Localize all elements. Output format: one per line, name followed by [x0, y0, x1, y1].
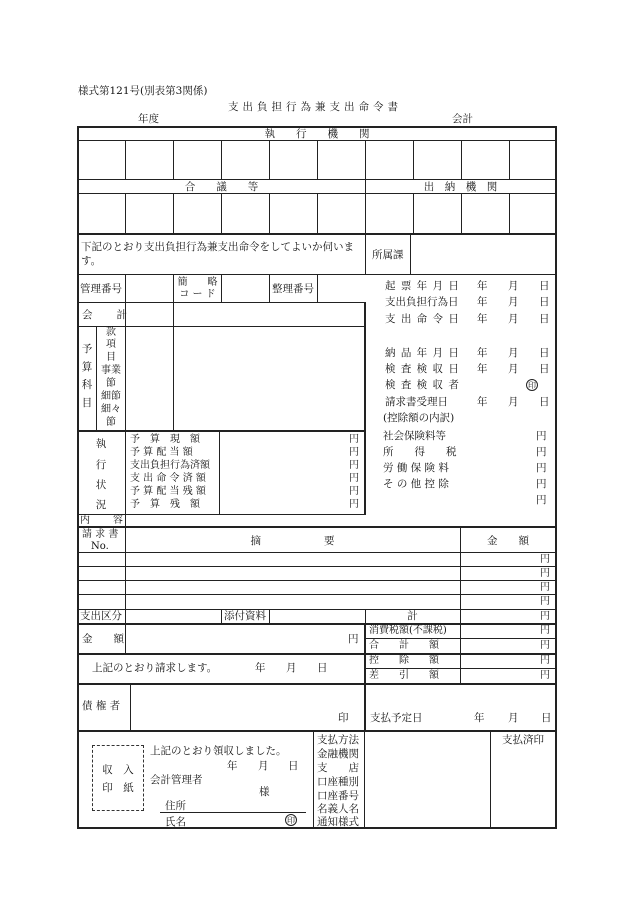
yen-unit: 円 — [349, 499, 359, 510]
short-code-label-1: 簡 略 — [177, 277, 218, 288]
yen-unit: 円 — [540, 596, 550, 607]
claim-day: 日 — [317, 662, 328, 674]
deduction-header: (控除額の内訳) — [383, 412, 455, 424]
payment-method-label: 支払方法 — [317, 734, 359, 746]
claim-year: 年 — [255, 662, 266, 674]
deduction-social-insurance: 社会保険料等 — [383, 430, 446, 442]
inspector-seal-icon: 印 — [528, 381, 536, 390]
paid-stamp-label: 支払済印 — [502, 734, 544, 746]
date-year: 年 — [477, 296, 488, 308]
date-label-meirei: 支 出 命 令 日 — [385, 313, 460, 325]
payment-date-label: 支払予定日 — [370, 712, 423, 724]
date-day: 日 — [539, 280, 550, 292]
yen-unit: 円 — [540, 625, 550, 636]
claim-statement: 上記のとおり請求します。 — [92, 662, 218, 674]
date-month: 月 — [508, 313, 519, 325]
treasury-header: 出 納 機 関 — [423, 181, 498, 193]
expenditure-category-label: 支出区分 — [80, 610, 122, 622]
grand-total-label: 合 計 額 — [369, 640, 439, 651]
payment-month: 月 — [508, 712, 519, 724]
yen-unit: 円 — [536, 430, 547, 442]
date-label-futan: 支出負担行為日 — [385, 296, 459, 308]
budget-label-2: 算 — [81, 361, 93, 373]
creditor-seal-label: 印 — [338, 712, 349, 724]
date-month: 月 — [508, 396, 519, 408]
invoice-column-header-2: No. — [91, 541, 109, 552]
receipt-seal-icon: 印 — [287, 816, 295, 825]
date-year: 年 — [477, 363, 488, 375]
form-number: 様式第121号(別表第3関係) — [78, 85, 208, 97]
invoice-column-header-1: 請 求 書 — [82, 529, 119, 540]
receipt-month: 月 — [258, 760, 269, 772]
date-year: 年 — [477, 313, 488, 325]
yen-unit: 円 — [536, 478, 547, 490]
date-day: 日 — [539, 296, 550, 308]
date-year: 年 — [477, 280, 488, 292]
budget-item-ko: 項 — [106, 339, 116, 350]
receipt-year: 年 — [227, 760, 238, 772]
date-month: 月 — [508, 296, 519, 308]
branch-label: 支 店 — [317, 762, 359, 774]
accounting-label: 会 計 — [82, 309, 128, 321]
fiscal-year-label: 年度 — [138, 113, 159, 125]
department-label: 所属課 — [372, 249, 404, 261]
date-day: 日 — [539, 347, 550, 359]
ledger-number-label: 管理番号 — [80, 283, 122, 295]
execution-label-4: 況 — [95, 499, 107, 511]
budget-item-saisetsu: 細節 — [101, 391, 121, 402]
deduction-total-label: 控 除 額 — [369, 655, 439, 666]
budget-allocation-label: 予 算 配 当 額 — [130, 447, 193, 458]
order-done-label: 支 出 命 令 済 額 — [130, 473, 206, 484]
date-label-juri: 請求書受理日 — [385, 396, 448, 408]
revenue-stamp-box — [92, 745, 144, 811]
yen-unit: 円 — [540, 655, 550, 666]
yen-unit: 円 — [540, 554, 550, 565]
budget-item-setsu: 節 — [106, 378, 116, 389]
date-year: 年 — [477, 396, 488, 408]
execution-label-1: 執 — [95, 438, 107, 450]
yen-unit: 円 — [349, 447, 359, 458]
execution-label-2: 行 — [95, 459, 107, 471]
date-month: 月 — [508, 280, 519, 292]
date-label-nohin: 納 品 年 月 日 — [385, 347, 460, 359]
financial-institution-label: 金融機関 — [317, 748, 359, 760]
yen-unit: 円 — [540, 670, 550, 681]
executive-organ-header: 執 行 機 関 — [264, 128, 370, 140]
total-label: 計 — [407, 610, 418, 622]
budget-item-kan: 款 — [106, 327, 116, 338]
budget-label-1: 予 — [81, 343, 93, 355]
date-month: 月 — [508, 347, 519, 359]
deduction-income-tax: 所 得 税 — [383, 446, 457, 458]
address-label: 住所 — [165, 800, 186, 812]
budget-item-moku: 目 — [106, 352, 116, 363]
revenue-stamp-label-1: 収 入 — [102, 764, 134, 776]
revenue-stamp-label-2: 印 紙 — [102, 782, 134, 794]
treasurer-label: 会計管理者 — [150, 774, 203, 786]
net-amount-label: 差 引 額 — [369, 670, 439, 681]
date-day: 日 — [539, 396, 550, 408]
account-holder-label: 名義人名 — [317, 803, 359, 815]
budget-remaining-label: 予 算 残 額 — [130, 499, 200, 510]
consumption-tax-label: 消費税額(不課税) — [369, 625, 447, 636]
budget-label-4: 目 — [81, 397, 93, 409]
budget-current-label: 予 算 現 額 — [130, 434, 200, 445]
execution-label-3: 状 — [95, 479, 107, 491]
attachments-label: 添付資料 — [224, 610, 266, 622]
payment-year: 年 — [474, 712, 485, 724]
amount-column-header: 金 額 — [487, 535, 529, 547]
payment-day: 日 — [541, 712, 552, 724]
yen-unit: 円 — [348, 633, 359, 645]
deduction-labor-insurance: 労 働 保 険 料 — [383, 462, 449, 474]
page-title: 支出負担行為兼支出命令書 — [228, 101, 402, 113]
request-text-1: 下記のとおり支出負担行為兼支出命令をしてよいか伺いま — [81, 241, 354, 253]
name-label: 氏名 — [165, 816, 186, 828]
budget-label-3: 科 — [81, 379, 93, 391]
date-day: 日 — [539, 313, 550, 325]
creditor-label: 債 権 者 — [82, 700, 121, 712]
content-label: 内 容 — [80, 515, 124, 526]
receipt-statement: 上記のとおり領収しました。 — [150, 745, 287, 757]
date-label-kihyo: 起 票 年 月 日 — [385, 280, 460, 292]
yen-unit: 円 — [349, 473, 359, 484]
yen-unit: 円 — [536, 494, 547, 506]
commitment-done-label: 支出負担行為済額 — [130, 460, 210, 471]
date-year: 年 — [477, 347, 488, 359]
account-number-label: 口座番号 — [317, 790, 359, 802]
budget-item-setsu-2: 節 — [106, 417, 116, 428]
amount-label: 金 額 — [82, 633, 124, 645]
consultation-header: 合 議 等 — [184, 181, 259, 193]
deduction-other: そ の 他 控 除 — [383, 478, 449, 490]
allocation-remaining-label: 予 算 配 当 残 額 — [130, 486, 206, 497]
account-label: 会計 — [452, 113, 473, 125]
yen-unit: 円 — [540, 582, 550, 593]
yen-unit: 円 — [349, 486, 359, 497]
request-text-2: す。 — [81, 255, 102, 267]
account-type-label: 口座種別 — [317, 776, 359, 788]
date-month: 月 — [508, 363, 519, 375]
date-day: 日 — [539, 363, 550, 375]
yen-unit: 円 — [536, 462, 547, 474]
serial-number-label: 整理番号 — [272, 283, 314, 295]
yen-unit: 円 — [349, 460, 359, 471]
yen-unit: 円 — [536, 446, 547, 458]
yen-unit: 円 — [540, 568, 550, 579]
date-label-kensa: 検 査 検 収 日 — [385, 363, 460, 375]
budget-item-jigyo: 事業 — [101, 365, 121, 376]
notice-format-label: 通知様式 — [317, 816, 359, 828]
receipt-day: 日 — [288, 760, 299, 772]
honorific-label: 様 — [259, 786, 270, 798]
inspector-label: 検 査 検 収 者 — [385, 379, 460, 391]
claim-month: 月 — [286, 662, 297, 674]
yen-unit: 円 — [349, 434, 359, 445]
short-code-label-2: コ ー ド — [179, 289, 216, 300]
summary-column-header: 摘 要 — [250, 535, 335, 547]
yen-unit: 円 — [540, 640, 550, 651]
budget-item-saisai: 細々 — [101, 404, 121, 415]
yen-unit: 円 — [540, 611, 550, 622]
